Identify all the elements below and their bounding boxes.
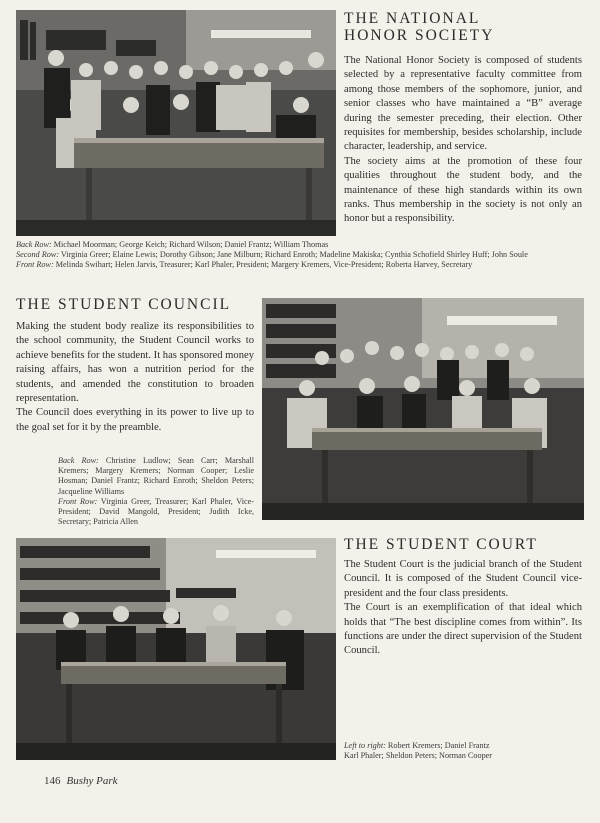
student-court-paragraph: The Student Court is the judicial branch of the Student Council. It is composed of the Student Council vice-president and the four class presidents. <box>344 559 582 599</box>
student-court-caption <box>344 741 584 761</box>
honor-society-paragraph: The society aims at the promotion of these four qualities throughout the student body, and the maintenance of these high standards within its own ranks. Thus membership in the society is not only an honor but a responsibility. <box>344 155 582 225</box>
student-court-photo <box>16 538 336 760</box>
student-council-title: THE STUDENT COUNCIL <box>16 296 232 313</box>
honor-society-photo <box>16 10 336 236</box>
caption-names: Karl Phaler; Sheldon Peters; Norman Cooper <box>344 751 493 761</box>
caption-names: Melinda Swihart; Helen Jarvis, Treasurer; Karl Phaler, President; Margery Kremers, Vice-President; Roberta Harvey, Secretary <box>55 260 473 270</box>
page-number: 146 <box>44 775 61 787</box>
caption-label: Front Row: <box>16 260 54 270</box>
caption-label: Left to right: <box>344 741 386 750</box>
caption-label: Front Row: <box>58 496 98 506</box>
honor-society-title: THE NATIONAL HONOR SOCIETY <box>344 10 495 44</box>
caption-line <box>16 240 586 250</box>
book-title: Bushy Park <box>66 775 118 787</box>
caption-names: Robert Kremers; Daniel Frantz <box>387 741 490 750</box>
caption-label: Back Row: <box>16 240 52 249</box>
student-court-title: THE STUDENT COURT <box>344 536 538 553</box>
student-council-caption <box>58 456 254 527</box>
honor-society-caption <box>16 240 586 271</box>
student-council-description <box>16 320 254 435</box>
honor-society-paragraph: The National Honor Society is composed of students selected by a representative faculty committee from among those members of the sophomore, junior, and senior classes who have maintained a “B” average during the semester preceding, their election. Other requisites for membership, besides scholarship, include character, leadership, and service. <box>344 55 582 153</box>
caption-label: Second Row: <box>16 250 59 260</box>
student-council-paragraph: Making the student body realize its responsibilities to the school community, the Student Council works to achieve benefits for the student. It has sponsored money raising affairs, has won a nutrition period for the students, and amended the constitution to broaden representation. <box>16 321 254 405</box>
caption-names: Virginia Greer, Treasurer; Karl Phaler, Vice-President; David Mangold, President; Judith Icke, Secretary; Patricia Allen <box>58 496 254 527</box>
caption-line <box>16 250 586 260</box>
caption-names: Christine Ludlow; Sean Carr; Marshall Kremers; Margery Kremers; Norman Cooper; Leslie Hosman; Daniel Frantz; Richard Enroth; Sheldon Peters; Jacqueline Williams <box>58 456 255 496</box>
page-footer <box>44 775 118 787</box>
caption-names: Michael Moorman; George Keich; Richard Wilson; Daniel Frantz; William Thomas <box>53 240 329 249</box>
honor-society-description <box>344 54 582 227</box>
student-court-description <box>344 558 582 659</box>
caption-line <box>344 741 584 751</box>
caption-names: Virginia Greer; Elaine Lewis; Dorothy Gibson; Jane Milburn; Richard Enroth; Madeline Makiska; Cynthia Schofield Shirley Huff; John Soule <box>60 250 528 260</box>
student-court-paragraph: The Court is an exemplification of that ideal which holds that “The best discipline comes from within”. Its functions are under the direct supervision of the Student Council. <box>344 602 582 657</box>
student-council-paragraph: The Council does everything in its power to live up to the goal set for it by the preamble. <box>16 407 254 433</box>
caption-line <box>16 260 586 270</box>
caption-label: Back Row: <box>58 456 99 465</box>
student-council-photo <box>262 298 584 520</box>
